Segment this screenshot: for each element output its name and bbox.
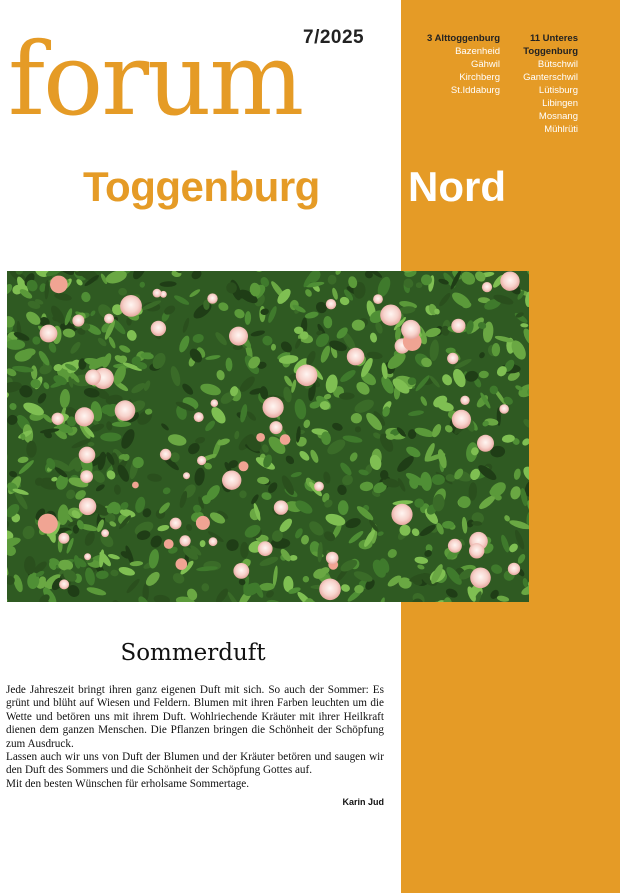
rose-blossom	[280, 434, 291, 445]
place-name: St.Iddaburg	[450, 85, 500, 96]
place-name: Bazenheid	[455, 46, 500, 57]
rose-blossom	[211, 399, 219, 407]
rose-blossom	[222, 471, 241, 490]
rose-blossom	[183, 472, 190, 479]
region-heading: 11 Unteres	[529, 33, 578, 44]
article-paragraph: Mit den besten Wünschen für erholsame Sommertage.	[6, 777, 250, 790]
leaf	[240, 542, 248, 558]
rose-blossom	[115, 400, 136, 421]
rose-blossom	[460, 396, 469, 405]
rose-blossom	[319, 579, 341, 601]
place-name: Mühlrüti	[544, 124, 578, 135]
rose-blossom	[477, 435, 494, 452]
rose-blossom	[197, 456, 206, 465]
rose-blossom	[451, 319, 465, 333]
issue-number: 7/2025	[303, 27, 365, 48]
rose-blossom	[326, 552, 339, 565]
rose-blossom	[482, 282, 492, 292]
rose-blossom	[239, 461, 249, 471]
place-name: Mosnang	[538, 111, 578, 122]
leaf	[202, 583, 210, 591]
rose-blossom	[499, 404, 509, 414]
article-paragraph: Jede Jahreszeit bringt ihren ganz eigenen Duft mit sich. So auch der Sommer: Es grünt und blüht auf Wiesen und Feldern. Blumen mit ihren Farben leuchten um die Wette und betören uns mit ihrem Duft. Wohlriechende Kräuter mit ihrer Heilkraft dienen dem ganzen Menschen. Die Pflanzen bringen die Schönheit der Schöpfung zum Ausdruck.	[6, 684, 384, 750]
rose-blossom	[373, 294, 383, 304]
rose-blossom	[151, 321, 166, 336]
rose-blossom	[180, 535, 191, 546]
rose-blossom	[470, 568, 491, 589]
rose-blossom	[164, 539, 174, 549]
article-title: Sommerduft	[120, 640, 266, 666]
rose-blossom	[101, 529, 109, 537]
rose-blossom	[79, 447, 96, 464]
rose-blossom	[314, 482, 324, 492]
region-heading: 3 Alttoggenburg	[427, 33, 500, 44]
rose-blossom	[326, 299, 336, 309]
rose-blossom	[500, 272, 519, 291]
rose-blossom	[270, 421, 283, 434]
place-name: Kirchberg	[459, 72, 500, 83]
rose-blossom	[132, 482, 139, 489]
rose-blossom	[207, 293, 217, 303]
region-alttoggenburg	[405, 32, 500, 97]
rose-blossom	[153, 289, 162, 298]
rose-blossom	[196, 516, 210, 530]
rose-blossom	[508, 563, 520, 575]
rose-blossom	[263, 397, 284, 418]
rose-blossom	[170, 518, 182, 530]
rose-blossom	[58, 533, 69, 544]
rose-blossom	[38, 514, 58, 534]
place-name: Ganterschwil	[523, 72, 578, 83]
rose-blossom	[296, 365, 318, 387]
rose-blossom	[85, 369, 101, 385]
rose-blossom	[176, 558, 188, 570]
rose-blossom	[401, 320, 420, 339]
rose-blossom	[447, 353, 458, 364]
rose-blossom	[233, 563, 249, 579]
rose-blossom	[80, 470, 93, 483]
rose-blossom	[452, 410, 471, 429]
leaf	[39, 576, 46, 583]
rose-bush-illustration	[7, 271, 529, 602]
rose-blossom	[52, 413, 64, 425]
rose-bush-photo	[7, 271, 529, 602]
article-body	[6, 684, 384, 791]
rose-blossom	[448, 539, 462, 553]
rose-blossom	[79, 498, 96, 515]
region-unteres-toggenburg	[505, 32, 578, 136]
leaf	[100, 433, 121, 442]
place-name: Gähwil	[470, 59, 500, 70]
masthead-nord: Nord	[408, 163, 506, 210]
rose-blossom	[40, 325, 58, 343]
article-paragraph: Lassen auch wir uns von Duft der Blumen und der Kräuter betören und saugen wir den Duft des Sommers und die Schönheit der Schöpfung Gottes auf.	[6, 751, 384, 777]
rose-blossom	[84, 553, 91, 560]
rose-blossom	[258, 541, 273, 556]
rose-blossom	[50, 276, 68, 294]
rose-blossom	[274, 500, 288, 514]
rose-blossom	[209, 537, 218, 546]
masthead-toggenburg: Toggenburg	[83, 163, 320, 210]
place-name: Lütisburg	[538, 85, 578, 96]
place-name: Libingen	[542, 98, 578, 109]
masthead-forum: forum	[8, 21, 303, 138]
region-heading: Toggenburg	[523, 46, 578, 57]
rose-blossom	[229, 327, 248, 346]
place-name: Bütschwil	[537, 59, 578, 70]
rose-blossom	[160, 449, 171, 460]
rose-blossom	[256, 433, 265, 442]
rose-blossom	[469, 543, 484, 558]
leaf	[416, 282, 423, 288]
rose-blossom	[75, 407, 94, 426]
rose-blossom	[104, 314, 114, 324]
rose-blossom	[72, 315, 84, 327]
rose-blossom	[347, 348, 365, 366]
rose-blossom	[391, 504, 412, 525]
article-author: Karin Jud	[342, 797, 384, 807]
rose-blossom	[59, 579, 69, 589]
rose-blossom	[194, 412, 204, 422]
rose-blossom	[120, 295, 142, 317]
rose-blossom	[380, 305, 401, 326]
